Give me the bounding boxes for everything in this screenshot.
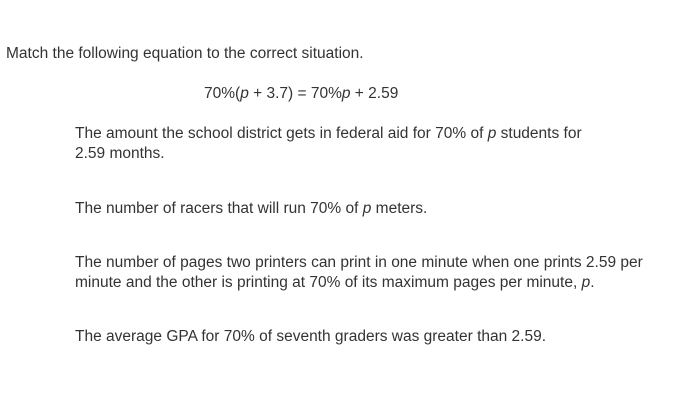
option-text: The average GPA for 70% of seventh graders was greater than 2.59. <box>75 328 547 345</box>
equation-variable: p <box>341 85 351 102</box>
option-text: The number of pages two printers can print in one minute when one prints 2.59 per minute and the other is printing at 70% of its maximum pages per minute, <box>75 254 643 291</box>
situation-option-1[interactable] <box>75 124 615 164</box>
option-variable: p <box>362 200 372 217</box>
option-text: students for 2.59 months. <box>75 125 582 162</box>
equation-part: 70%( <box>204 85 241 102</box>
option-text: . <box>590 274 595 291</box>
situation-option-3[interactable] <box>75 253 675 293</box>
option-text: The number of racers that will run 70% of <box>75 200 363 217</box>
option-variable: p <box>581 274 591 291</box>
situation-option-2[interactable] <box>75 199 675 219</box>
equation <box>204 84 398 104</box>
equation-variable: p <box>240 85 249 102</box>
equation-part: + 2.59 <box>350 85 399 102</box>
option-text: The amount the school district gets in federal aid for 70% of <box>75 125 488 142</box>
situation-option-4[interactable] <box>75 327 675 347</box>
option-text: meters. <box>371 200 428 217</box>
option-variable: p <box>487 125 497 142</box>
equation-part: + 3.7) = 70% <box>248 85 342 102</box>
question-prompt: Match the following equation to the correct situation. <box>6 45 364 62</box>
